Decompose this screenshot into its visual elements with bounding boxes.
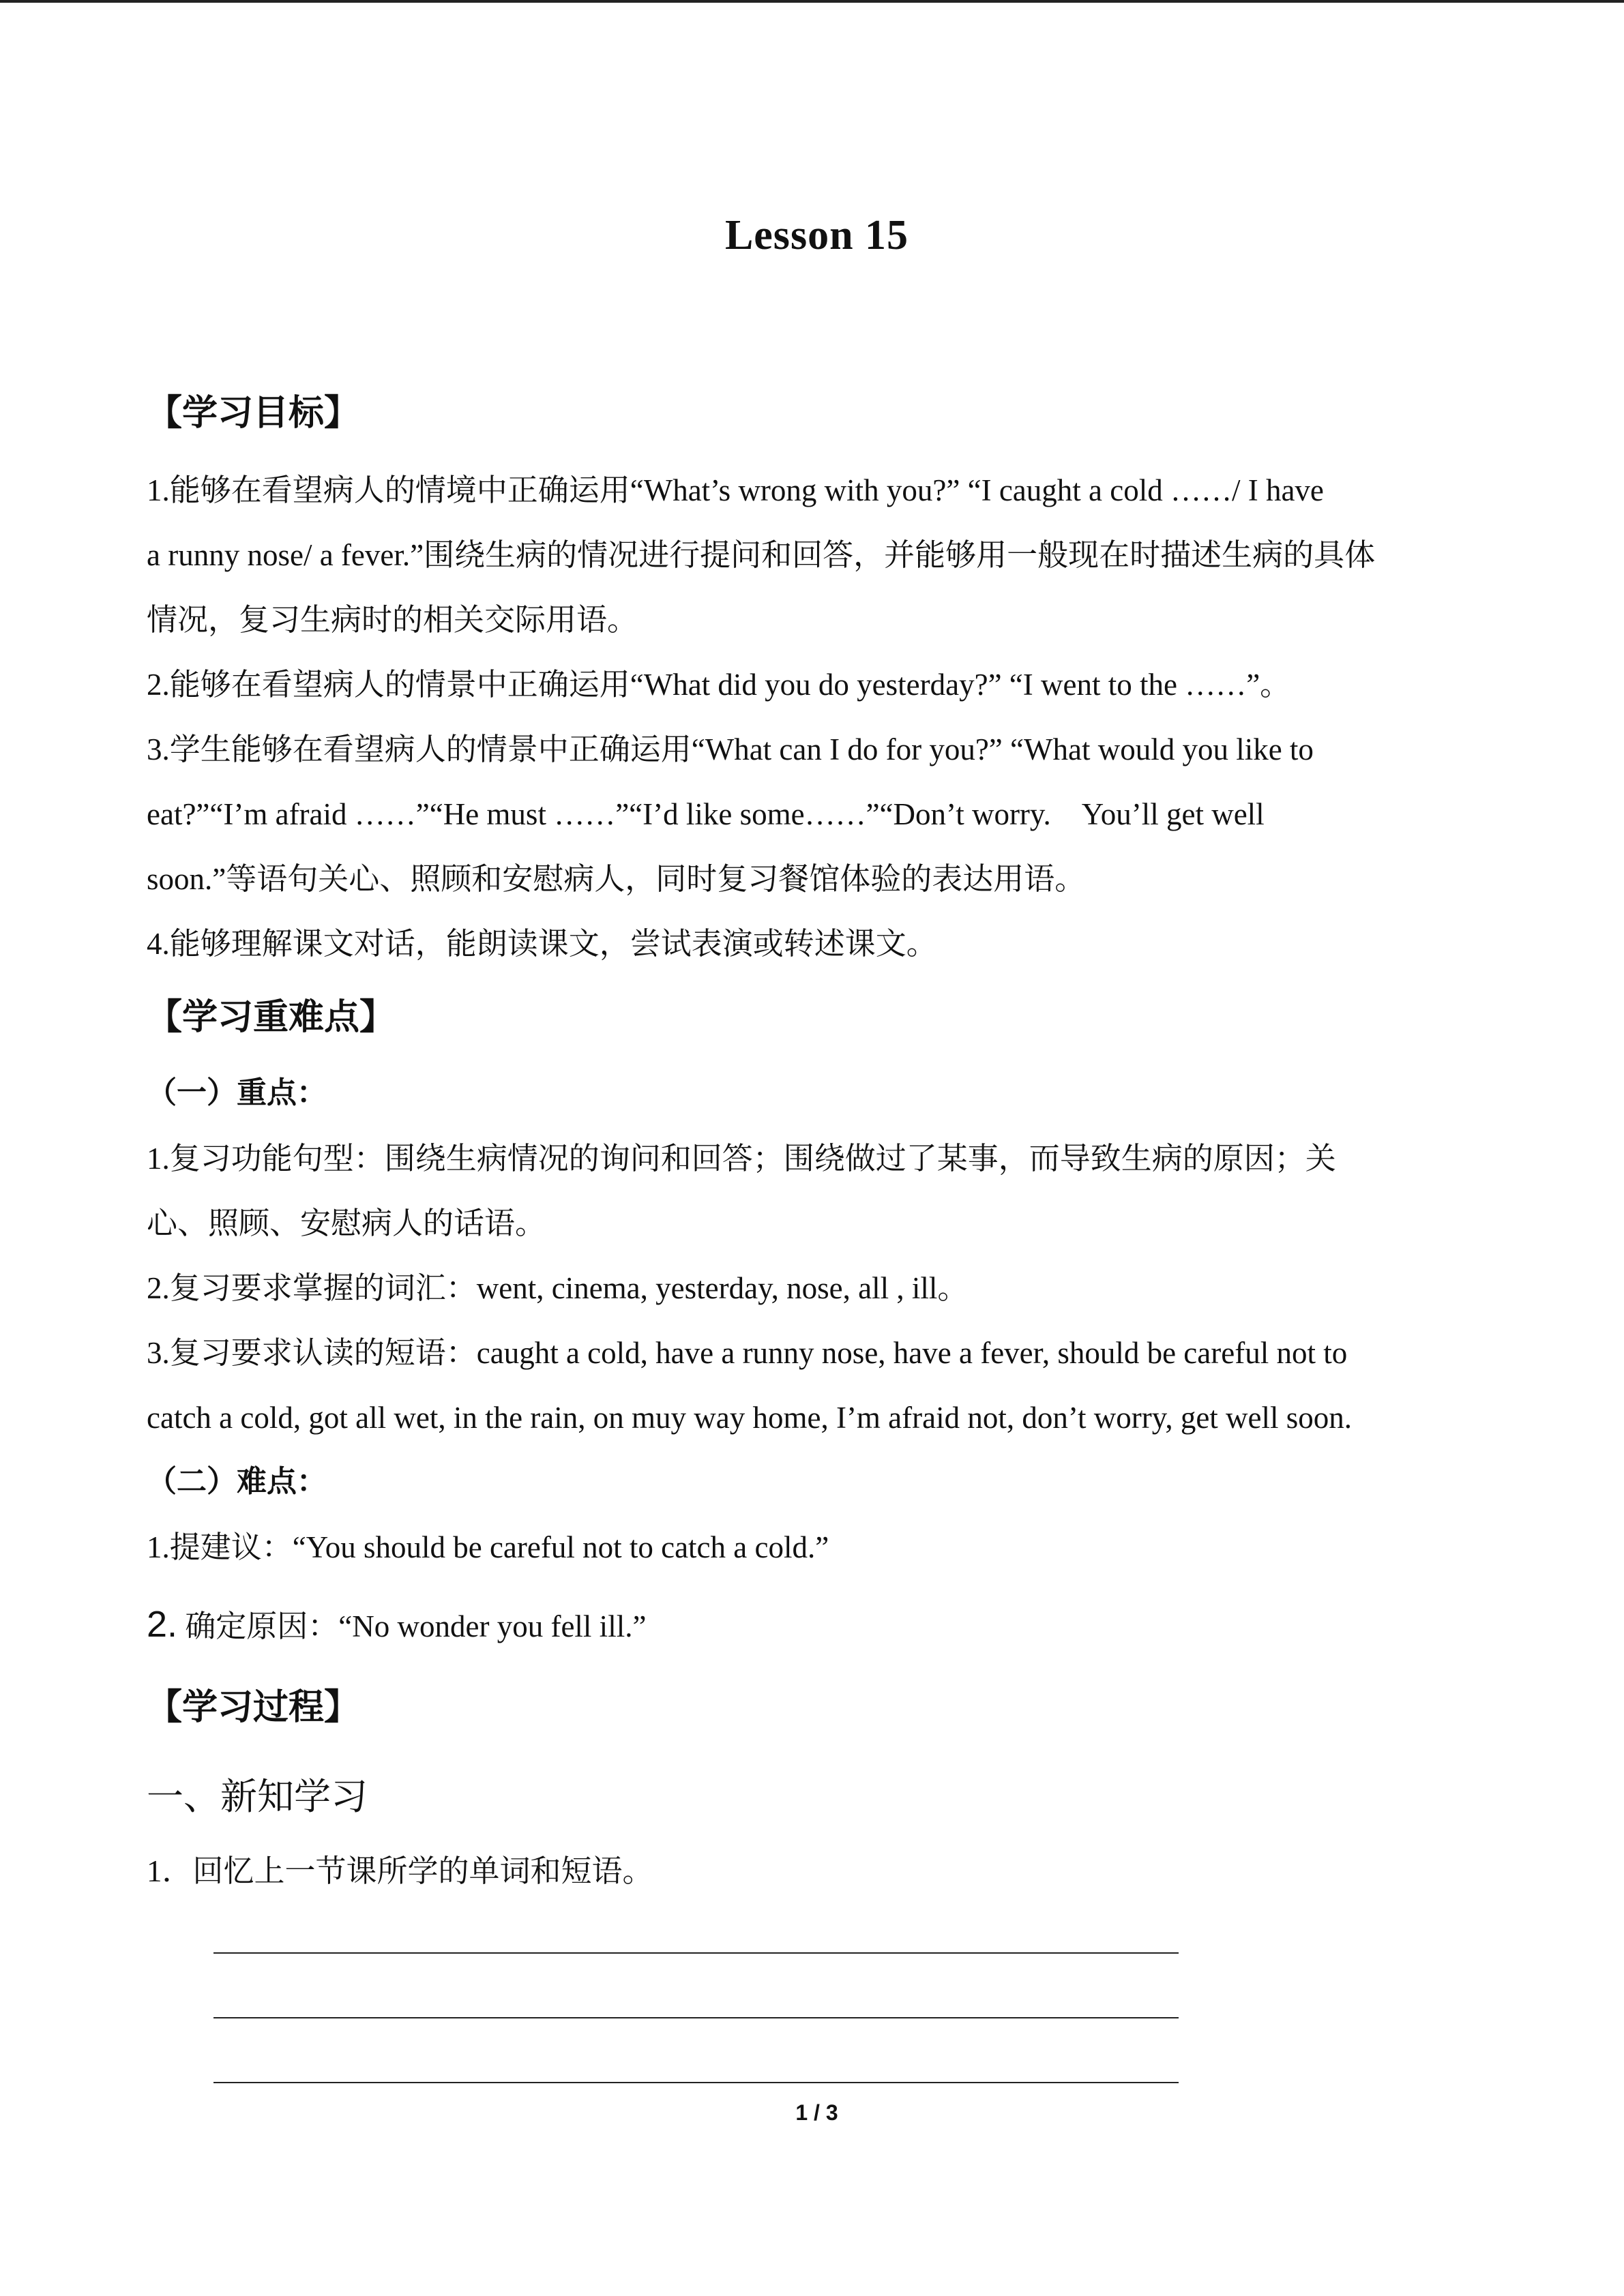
key-point-line-5: catch a cold, got all wet, in the rain, on muy way home, I’m afraid not, don’t worry, get well soon. xyxy=(147,1401,1353,1435)
key-point-line-1: 1.复习功能句型：围绕生病情况的询问和回答；围绕做过了某事，而导致生病的原因；关 xyxy=(147,1142,1336,1176)
answer-blank-line-3[interactable] xyxy=(213,2082,1179,2083)
answer-blank-line-1[interactable] xyxy=(213,1952,1179,1954)
key-points-heading: 【学习重难点】 xyxy=(147,998,396,1037)
goal-line-3: 情况，复习生病时的相关交际用语。 xyxy=(147,603,638,637)
page-number: 1 / 3 xyxy=(795,2100,838,2125)
key-point-line-2: 心、照顾、安慰病人的话语。 xyxy=(147,1206,546,1240)
answer-blank-line-2[interactable] xyxy=(213,2017,1179,2018)
goal-line-7: soon.”等语句关心、照顾和安慰病人，同时复习餐馆体验的表达用语。 xyxy=(147,862,1086,896)
difficulty-line-1: 1.提建议：“You should be careful not to catch a cold.” xyxy=(147,1530,829,1564)
key-subheading: （一）重点： xyxy=(147,1076,327,1109)
top-border-line xyxy=(0,0,1624,3)
difficulty-2-text: 确定原因：“No wonder you fell ill.” xyxy=(177,1609,647,1643)
goal-line-6: eat?”“I’m afraid ……”“He must ……”“I’d like some……”“Don’t worry. You’ll get well xyxy=(147,797,1265,831)
process-heading: 【学习过程】 xyxy=(147,1688,360,1727)
goal-line-4: 2.能够在看望病人的情景中正确运用“What did you do yesterday?” “I went to the ……”。 xyxy=(147,668,1291,702)
difficulty-2-number: 2. xyxy=(147,1604,178,1645)
goal-line-8: 4.能够理解课文对话，能朗读课文，尝试表演或转述课文。 xyxy=(147,927,937,961)
goal-line-5: 3.学生能够在看望病人的情景中正确运用“What can I do for you?” “What would you like to xyxy=(147,732,1314,766)
key-point-line-4: 3.复习要求认读的短语：caught a cold, have a runny nose, have a fever, should be careful not to xyxy=(147,1336,1348,1370)
goals-heading: 【学习目标】 xyxy=(147,394,360,433)
key-point-line-3: 2.复习要求掌握的词汇：went, cinema, yesterday, nose, all , ill。 xyxy=(147,1271,969,1305)
page-title: Lesson 15 xyxy=(724,212,909,258)
difficulty-line-2 xyxy=(147,1592,1487,1659)
part-one-heading: 一、新知学习 xyxy=(147,1776,368,1817)
goal-line-2: a runny nose/ a fever.”围绕生病的情况进行提问和回答，并能够用一般现在时描述生病的具体 xyxy=(147,538,1376,572)
goal-line-1: 1.能够在看望病人的情境中正确运用“What’s wrong with you?” “I caught a cold ……/ I have xyxy=(147,473,1324,507)
difficulty-subheading: （二）难点： xyxy=(147,1465,327,1498)
task-one-instruction: 1．回忆上一节课所学的单词和短语。 xyxy=(147,1854,653,1888)
